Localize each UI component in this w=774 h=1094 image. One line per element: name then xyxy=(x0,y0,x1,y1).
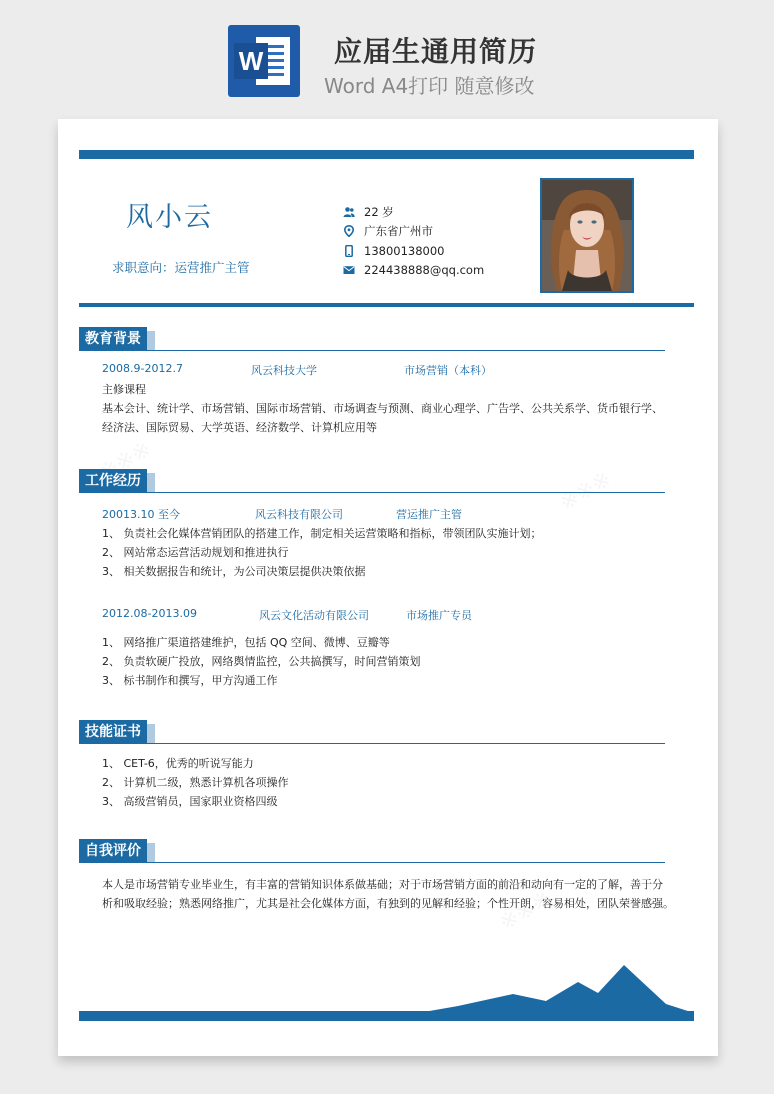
email-row xyxy=(343,261,484,281)
courses-list-line-2: 经济法、国际贸易、大学英语、经济数学、计算机应用等 xyxy=(102,421,377,434)
phone-icon xyxy=(343,245,355,257)
age-text: 22 岁 xyxy=(364,204,394,219)
location-row xyxy=(343,222,484,242)
phone-row xyxy=(343,241,484,261)
job-duty: 2、 网站常态运营活动规划和推进执行 xyxy=(102,546,289,559)
header-divider-bar xyxy=(79,303,694,307)
banner-title: 应届生通用简历 xyxy=(334,35,538,68)
job-period: 20013.10 至今 xyxy=(102,508,180,521)
job-title: 营运推广主管 xyxy=(396,508,462,521)
job-company: 风云科技有限公司 xyxy=(255,508,343,521)
job-title: 市场推广专员 xyxy=(406,609,472,622)
phone-text: 13800138000 xyxy=(364,243,445,258)
education-heading: 教育背景 xyxy=(79,327,147,351)
location-pin-icon xyxy=(343,225,355,237)
resume-page xyxy=(58,119,718,1056)
education-school: 风云科技大学 xyxy=(251,364,317,377)
banner-subtitle: Word A4打印 随意修改 xyxy=(324,74,535,98)
footer-bar xyxy=(79,1011,694,1021)
top-banner xyxy=(0,0,774,118)
job-intention: 求职意向：运营推广主管 xyxy=(112,260,250,275)
skill-item: 2、 计算机二级，熟悉计算机各项操作 xyxy=(102,776,289,789)
job-period: 2012.08-2013.09 xyxy=(102,607,197,620)
self-eval-section-header xyxy=(79,839,665,863)
self-eval-line-2: 析和吸取经验；熟悉网络推广，尤其是社会化媒体方面，有独到的见解和经验；个性开朗，容易相处，团队荣誉感强。 xyxy=(102,897,674,910)
skill-item: 3、 高级营销员，国家职业资格四级 xyxy=(102,795,278,808)
job-duty: 3、 相关数据报告和统计，为公司决策层提供决策依据 xyxy=(102,565,366,578)
skill-item: 1、 CET-6，优秀的听说写能力 xyxy=(102,757,254,770)
skills-heading: 技能证书 xyxy=(79,720,147,744)
education-section-header xyxy=(79,327,665,351)
work-section-header xyxy=(79,469,665,493)
contact-info xyxy=(343,202,484,280)
job-duty: 3、 标书制作和撰写，甲方沟通工作 xyxy=(102,674,278,687)
age-row xyxy=(343,202,484,222)
candidate-name: 风小云 xyxy=(126,202,213,233)
job-duty: 2、 负责软硬广投放，网络舆情监控，公共搞撰写，时间营销策划 xyxy=(102,655,421,668)
location-text: 广东省广州市 xyxy=(364,224,433,239)
profile-photo xyxy=(540,178,634,293)
email-text: 224438888@qq.com xyxy=(364,263,485,278)
word-logo-letter: W xyxy=(234,43,268,79)
skills-section-header xyxy=(79,720,665,744)
job-company: 风云文化活动有限公司 xyxy=(259,609,369,622)
work-heading: 工作经历 xyxy=(79,469,147,493)
word-logo-icon xyxy=(228,25,300,97)
mountain-decoration xyxy=(418,961,694,1013)
job-duty: 1、 网络推广渠道搭建维护，包括 QQ 空间、微博、豆瓣等 xyxy=(102,636,390,649)
education-period: 2008.9-2012.7 xyxy=(102,362,183,375)
self-eval-line-1: 本人是市场营销专业毕业生，有丰富的营销知识体系做基础；对于市场营销方面的前沿和动向有一定的了解，善于分 xyxy=(102,878,663,891)
job-duty: 1、 负责社会化媒体营销团队的搭建工作，制定相关运营策略和指标，带领团队实施计划； xyxy=(102,527,542,540)
person-icon xyxy=(343,206,355,218)
self-eval-heading: 自我评价 xyxy=(79,839,147,863)
header-top-bar xyxy=(79,150,694,159)
courses-list-line-1: 基本会计、统计学、市场营销、国际市场营销、市场调查与预测、商业心理学、广告学、公共关系学、货币银行学、 xyxy=(102,402,663,415)
envelope-icon xyxy=(343,264,355,276)
courses-label: 主修课程 xyxy=(102,383,146,396)
education-major: 市场营销（本科） xyxy=(404,364,492,377)
